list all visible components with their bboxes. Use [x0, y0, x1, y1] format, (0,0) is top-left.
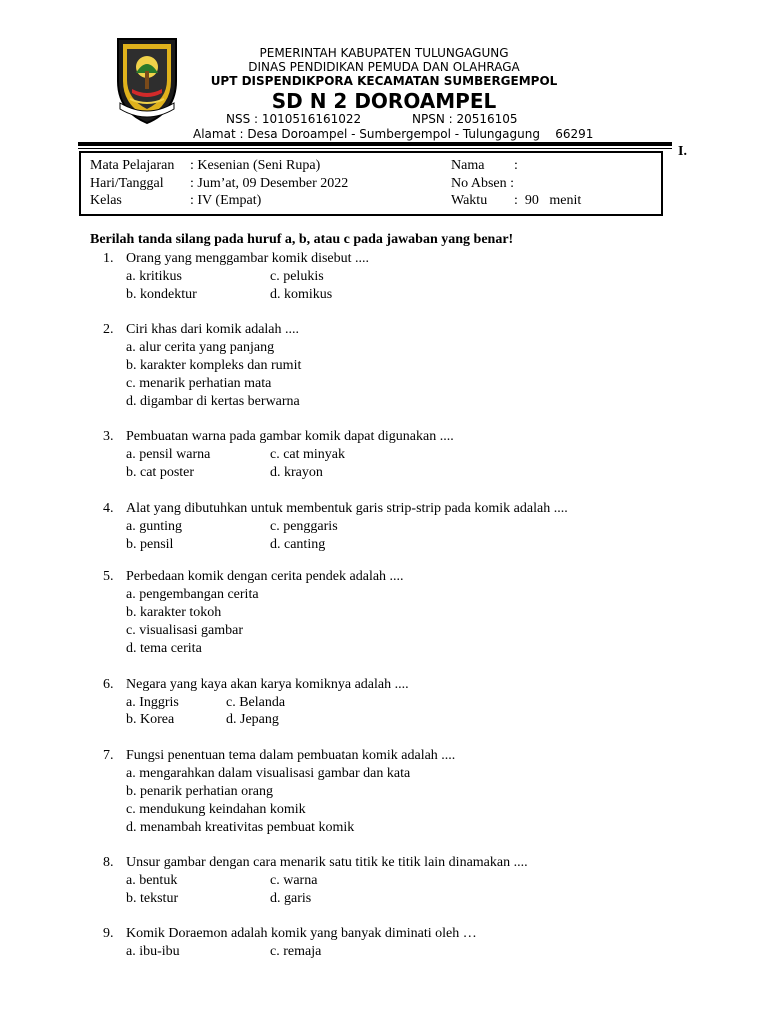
school-address: Alamat : Desa Doroampel - Sumbergempol - Tulungagung 66291 [193, 127, 594, 141]
option-d[interactable]: d. Jepang [226, 712, 279, 727]
option-b[interactable]: b. Korea [126, 712, 175, 727]
option-a[interactable]: a. kritikus [126, 269, 182, 284]
option-a[interactable]: a. Inggris [126, 695, 179, 710]
option-a[interactable]: a. pengembangan cerita [126, 587, 259, 602]
option-c[interactable]: c. mendukung keindahan komik [126, 802, 306, 817]
date-label: Hari/Tanggal [90, 176, 164, 191]
option-b[interactable]: b. karakter kompleks dan rumit [126, 358, 302, 373]
option-c[interactable]: c. cat minyak [270, 447, 346, 462]
option-b[interactable]: b. cat poster [126, 465, 195, 480]
header-government: PEMERINTAH KABUPATEN TULUNGAGUNG [259, 46, 509, 60]
date-value: : Jum’at, 09 Desember 2022 [190, 176, 349, 191]
question-text: Perbedaan komik dengan cerita pendek adalah .... [126, 569, 404, 584]
option-c[interactable]: c. warna [270, 873, 318, 888]
school-npsn: NPSN : 20516105 [412, 112, 518, 126]
option-b[interactable]: b. tekstur [126, 891, 179, 906]
name-label: Nama [451, 158, 485, 173]
class-value: : IV (Empat) [190, 193, 262, 208]
question-number: 7. [103, 748, 114, 763]
option-d[interactable]: d. tema cerita [126, 641, 202, 656]
option-a[interactable]: a. bentuk [126, 873, 178, 888]
option-a[interactable]: a. ibu-ibu [126, 944, 180, 959]
option-d[interactable]: d. garis [270, 891, 312, 906]
option-b[interactable]: b. penarik perhatian orang [126, 784, 273, 799]
question-text: Ciri khas dari komik adalah .... [126, 322, 300, 337]
option-c[interactable]: c. menarik perhatian mata [126, 376, 272, 391]
school-nss: NSS : 1010516161022 [226, 112, 362, 126]
option-b[interactable]: b. kondektur [126, 287, 197, 302]
header-department: DINAS PENDIDIKAN PEMUDA DAN OLAHRAGA [248, 60, 520, 74]
absence-number-field[interactable]: No Absen : [451, 176, 514, 191]
question-text: Orang yang menggambar komik disebut .... [126, 251, 370, 266]
time-value: : 90 menit [514, 193, 582, 208]
question-text: Pembuatan warna pada gambar komik dapat digunakan .... [126, 429, 454, 444]
option-b[interactable]: b. karakter tokoh [126, 605, 222, 620]
question-text: Fungsi penentuan tema dalam pembuatan komik adalah .... [126, 748, 456, 763]
option-a[interactable]: a. gunting [126, 519, 182, 534]
name-field[interactable]: : [514, 158, 518, 173]
question-text: Unsur gambar dengan cara menarik satu titik ke titik lain dinamakan .... [126, 855, 528, 870]
question-number: 5. [103, 569, 114, 584]
header-divider-thin [78, 148, 672, 149]
question-number: 8. [103, 855, 114, 870]
question-text: Komik Doraemon adalah komik yang banyak diminati oleh … [126, 926, 477, 941]
question-text: Alat yang dibutuhkan untuk membentuk garis strip-strip pada komik adalah .... [126, 501, 568, 516]
subject-label: Mata Pelajaran [90, 158, 175, 173]
class-label: Kelas [90, 193, 122, 208]
option-d[interactable]: d. canting [270, 537, 326, 552]
option-d[interactable]: d. krayon [270, 465, 323, 480]
question-number: 9. [103, 926, 114, 941]
option-c[interactable]: c. remaja [270, 944, 322, 959]
question-number: 4. [103, 501, 114, 516]
option-c[interactable]: c. pelukis [270, 269, 324, 284]
option-d[interactable]: d. komikus [270, 287, 333, 302]
option-c[interactable]: c. visualisasi gambar [126, 623, 244, 638]
option-b[interactable]: b. pensil [126, 537, 174, 552]
question-number: 1. [103, 251, 114, 266]
option-c[interactable]: c. penggaris [270, 519, 338, 534]
instruction-text: Berilah tanda silang pada huruf a, b, atau c pada jawaban yang benar! [90, 232, 514, 247]
section-number: I. [678, 144, 687, 159]
time-label: Waktu [451, 193, 488, 208]
question-number: 3. [103, 429, 114, 444]
question-number: 2. [103, 322, 114, 337]
question-number: 6. [103, 677, 114, 692]
option-a[interactable]: a. pensil warna [126, 447, 211, 462]
option-c[interactable]: c. Belanda [226, 695, 286, 710]
header-upt: UPT DISPENDIKPORA KECAMATAN SUMBERGEMPOL [210, 74, 558, 88]
option-a[interactable]: a. mengarahkan dalam visualisasi gambar dan kata [126, 766, 411, 781]
question-text: Negara yang kaya akan karya komiknya adalah .... [126, 677, 409, 692]
option-d[interactable]: d. menambah kreativitas pembuat komik [126, 820, 355, 835]
option-a[interactable]: a. alur cerita yang panjang [126, 340, 275, 355]
school-name: SD N 2 DOROAMPEL [271, 89, 497, 113]
option-d[interactable]: d. digambar di kertas berwarna [126, 394, 300, 409]
subject-value: : Kesenian (Seni Rupa) [190, 158, 321, 173]
header-divider-thick [78, 142, 672, 146]
